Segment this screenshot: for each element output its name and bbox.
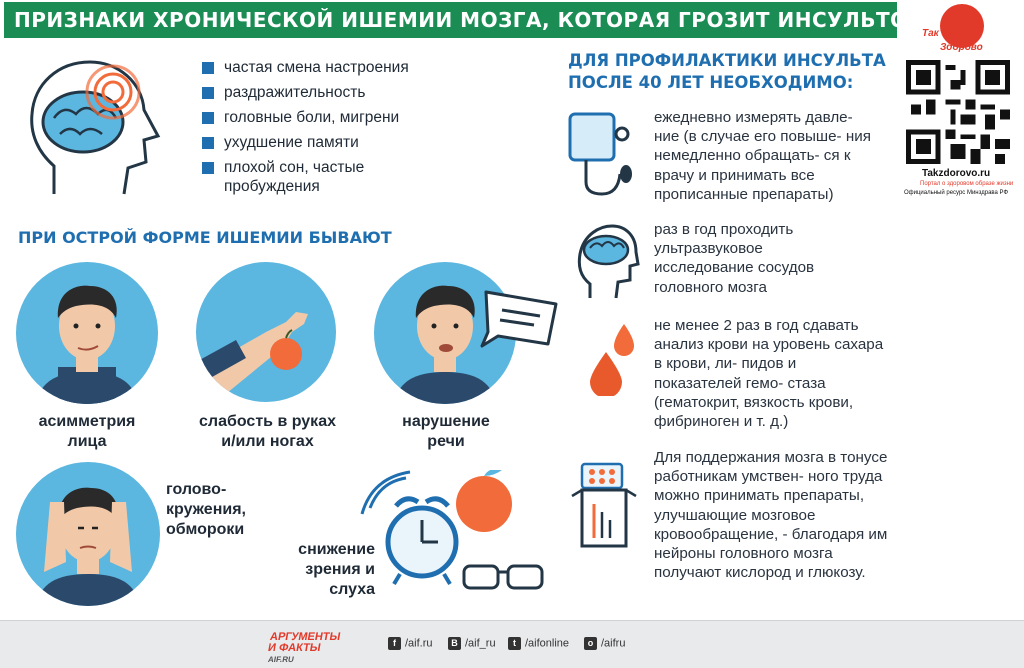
- blood-drops-icon: [588, 322, 640, 396]
- brand-site: Takzdorovo.ru: [922, 168, 991, 179]
- qr-code-icon: [906, 60, 1010, 164]
- man-face-icon: [16, 262, 158, 404]
- caption-vision: снижение зрения и слуха: [298, 541, 375, 598]
- caption-speech: нарушение речи: [402, 413, 490, 450]
- social-vk[interactable]: B /aif_ru: [448, 637, 496, 650]
- list-item: головные боли, мигрени: [202, 108, 502, 127]
- odnoklassniki-icon: o: [584, 637, 597, 650]
- acute-heading: ПРИ ОСТРОЙ ФОРМЕ ИШЕМИИ БЫВАЮТ: [18, 228, 392, 247]
- caption-dizziness: голово- кружения, обмороки: [166, 481, 246, 538]
- speech-bubble-icon: [478, 288, 560, 350]
- social-facebook[interactable]: f /aif.ru: [388, 637, 433, 650]
- social-twitter[interactable]: t /aifonline: [508, 637, 569, 650]
- vk-icon: B: [448, 637, 461, 650]
- list-item: ухудшение памяти: [202, 133, 502, 152]
- weakness-illustration: [196, 262, 336, 402]
- bullet-square-icon: [202, 62, 214, 74]
- social-odnoklassniki[interactable]: o /aifru: [584, 637, 625, 650]
- medicine-box-icon: [568, 460, 640, 550]
- list-item: раздражительность: [202, 83, 502, 102]
- brand-tagline: Портал о здоровом образе жизни: [920, 181, 1014, 187]
- page-title: ПРИЗНАКИ ХРОНИЧЕСКОЙ ИШЕМИИ МОЗГА, КОТОРАЯ ГРОЗИТ ИНСУЛЬТОМ: [4, 2, 897, 38]
- prevention-heading: ДЛЯ ПРОФИЛАКТИКИ ИНСУЛЬТА ПОСЛЕ 40 ЛЕТ НЕОБХОДИМО:: [568, 51, 886, 92]
- brand-official: Официальный ресурс Минздрава РФ: [904, 190, 1009, 196]
- bullet-square-icon: [202, 162, 214, 174]
- list-item: плохой сон, частые пробуждения: [202, 158, 502, 196]
- symptom-list: [202, 58, 502, 202]
- caption-face: асимметрия лица: [38, 413, 136, 450]
- hand-apple-icon: [196, 262, 336, 402]
- face-asymmetry-illustration: [16, 262, 158, 404]
- man-holding-head-icon: [16, 462, 160, 606]
- aif-logo[interactable]: АРГУМЕНТЫ И ФАКТЫ AIF.RU: [267, 631, 342, 664]
- dizziness-illustration: [16, 462, 160, 606]
- head-brain-scan-icon: [574, 222, 640, 300]
- prevention-item-medication: Для поддержания мозга в тонусе работникам умствен- ного труда можно принимать препараты, улучшающие мозговое кровообращение, - благодаря им нейроны головного мозга получают кислород и глюкозу.: [654, 449, 888, 582]
- alarm-clock-glasses-icon: [360, 470, 550, 598]
- blood-pressure-monitor-icon: [566, 110, 638, 200]
- caption-weakness: слабость в руках и/или ногах: [199, 413, 336, 450]
- prevention-item-ultrasound: раз в год проходить ультразвуковое исследование сосудов головного мозга: [654, 221, 815, 296]
- bullet-square-icon: [202, 87, 214, 99]
- prevention-item-blood-test: не менее 2 раз в год сдавать анализ крови на уровень сахара в крови, ли- пидов и показателей гемо- стаза (гематокрит, вязкость крови, фибриноген и т. д.): [654, 317, 884, 431]
- twitter-icon: t: [508, 637, 521, 650]
- prevention-item-pressure: ежедневно измерять давле- ние (в случае его повыше- ния немедленно обращать- ся к врачу и принимать все прописанные препараты): [654, 109, 871, 203]
- head-brain-icon: [18, 44, 163, 199]
- bullet-square-icon: [202, 137, 214, 149]
- brand-tak: Так: [922, 28, 939, 39]
- brand-zdorovo: Здорово: [940, 42, 983, 53]
- facebook-icon: f: [388, 637, 401, 650]
- bullet-square-icon: [202, 112, 214, 124]
- list-item: частая смена настроения: [202, 58, 502, 77]
